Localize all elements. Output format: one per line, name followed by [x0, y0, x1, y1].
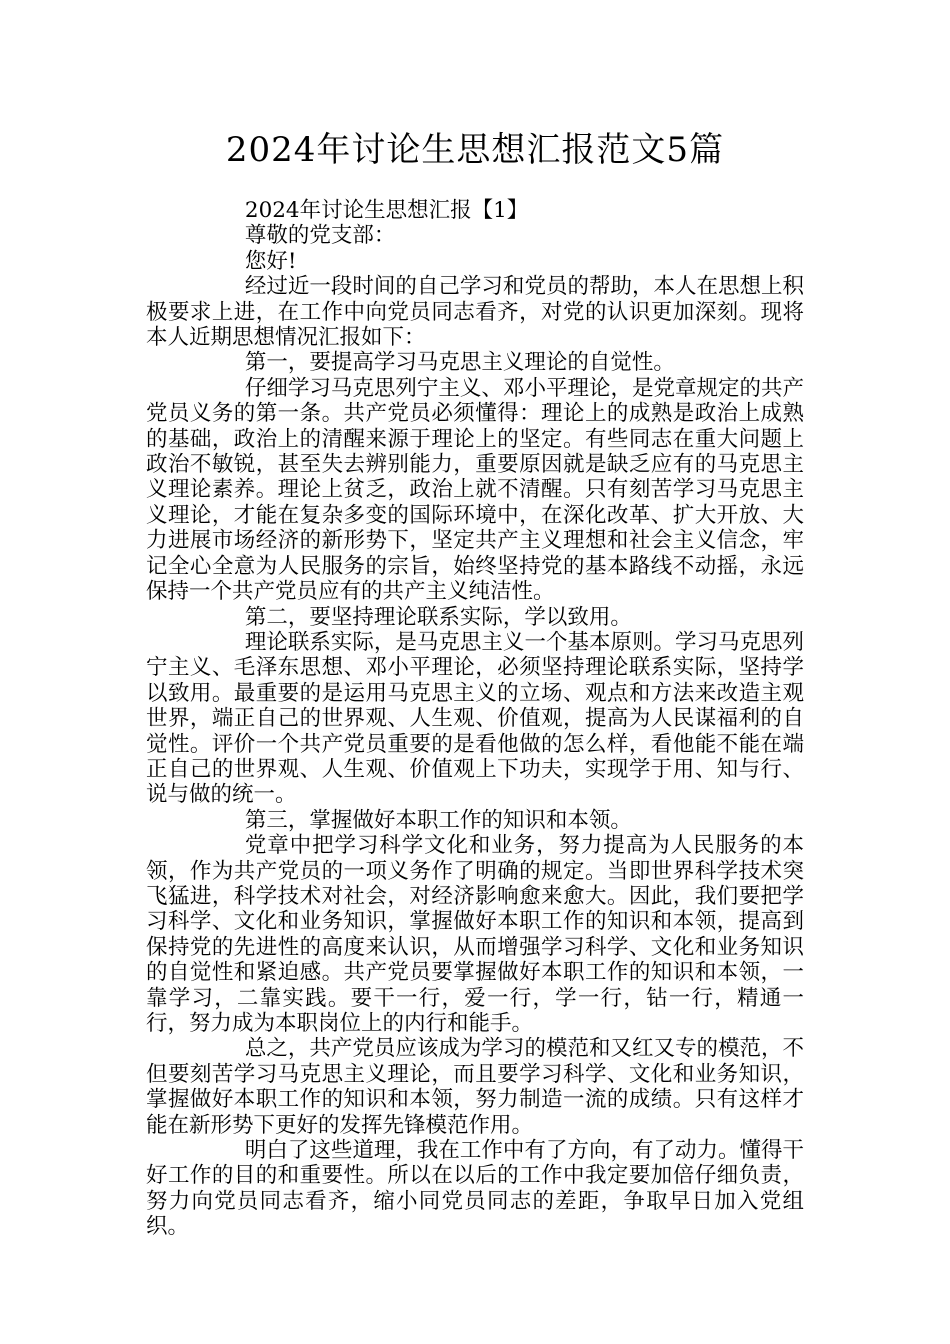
paragraph-intro: 经过近一段时间的自己学习和党员的帮助，本人在思想上积极要求上进，在工作中向党员同志看齐，对党的认识更加深刻。现将本人近期思想情况汇报如下：: [146, 274, 804, 351]
paragraph-point-2: 理论联系实际，是马克思主义一个基本原则。学习马克思列宁主义、毛泽东思想、邓小平理论，必须坚持理论联系实际，坚持学以致用。最重要的是运用马克思主义的立场、观点和方法来改造主观世界，端正自己的世界观、人生观、价值观，提高为人民谋福利的自觉性。评价一个共产党员重要的是看他做的怎么样，看他能不能在端正自己的世界观、人生观、价值观上下功夫，实现学于用、知与行、说与做的统一。: [146, 629, 804, 808]
document-page: [146, 128, 804, 1240]
point-heading-1: 第一，要提高学习马克思主义理论的自觉性。: [244, 350, 675, 376]
document-body: [146, 198, 804, 1240]
paragraph-point-3: 党章中把学习科学文化和业务，努力提高为人民服务的本领，作为共产党员的一项义务作了明确的规定。当即世界科学技术突飞猛进，科学技术对社会，对经济影响愈来愈大。因此，我们要把学习科学、文化和业务知识，掌握做好本职工作的知识和本领，提高到保持党的先进性的高度来认识，从而增强学习科学、文化和业务知识的自觉性和紧迫感。共产党员要掌握做好本职工作的知识和本领，一靠学习，二靠实践。要干一行，爱一行，学一行，钻一行，精通一行，努力成为本职岗位上的内行和能手。: [146, 833, 804, 1036]
section-heading: 2024年讨论生思想汇报【1】: [244, 198, 529, 223]
paragraph-summary: 总之，共产党员应该成为学习的模范和又红又专的模范，不但要刻苦学习马克思主义理论，而且要学习科学、文化和业务知识，掌握做好本职工作的知识和本领，努力制造一流的成绩。只有这样才能在新形势下更好的发挥先锋模范作用。: [146, 1036, 804, 1138]
paragraph-point-1: 仔细学习马克思列宁主义、邓小平理论，是党章规定的共产党员义务的第一条。共产党员必须懂得：理论上的成熟是政治上成熟的基础，政治上的清醒来源于理论上的坚定。有些同志在重大问题上政治不敏锐，甚至失去辨别能力，重要原因就是缺乏应有的马克思主义理论素养。理论上贫乏，政治上就不清醒。只有刻苦学习马克思主义理论，才能在复杂多变的国际环境中，在深化改革、扩大开放、大力进展市场经济的新形势下，坚定共产主义理想和社会主义信念，牢记全心全意为人民服务的宗旨，始终坚持党的基本路线不动摇，永远保持一个共产党员应有的共产主义纯洁性。: [146, 375, 804, 605]
salutation: 尊敬的党支部：: [244, 223, 396, 249]
point-heading-2: 第二，要坚持理论联系实际，学以致用。: [244, 604, 632, 630]
paragraph-conclusion: 明白了这些道理，我在工作中有了方向，有了动力。懂得干好工作的目的和重要性。所以在以后的工作中我定要加倍仔细负责，努力向党员同志看齐，缩小同党员同志的差距，争取早日加入党组织。: [146, 1138, 804, 1240]
point-heading-3: 第三，掌握做好本职工作的知识和本领。: [244, 807, 632, 833]
document-title: 2024年讨论生思想汇报范文5篇: [225, 130, 725, 170]
greeting: 您好!: [244, 248, 297, 274]
